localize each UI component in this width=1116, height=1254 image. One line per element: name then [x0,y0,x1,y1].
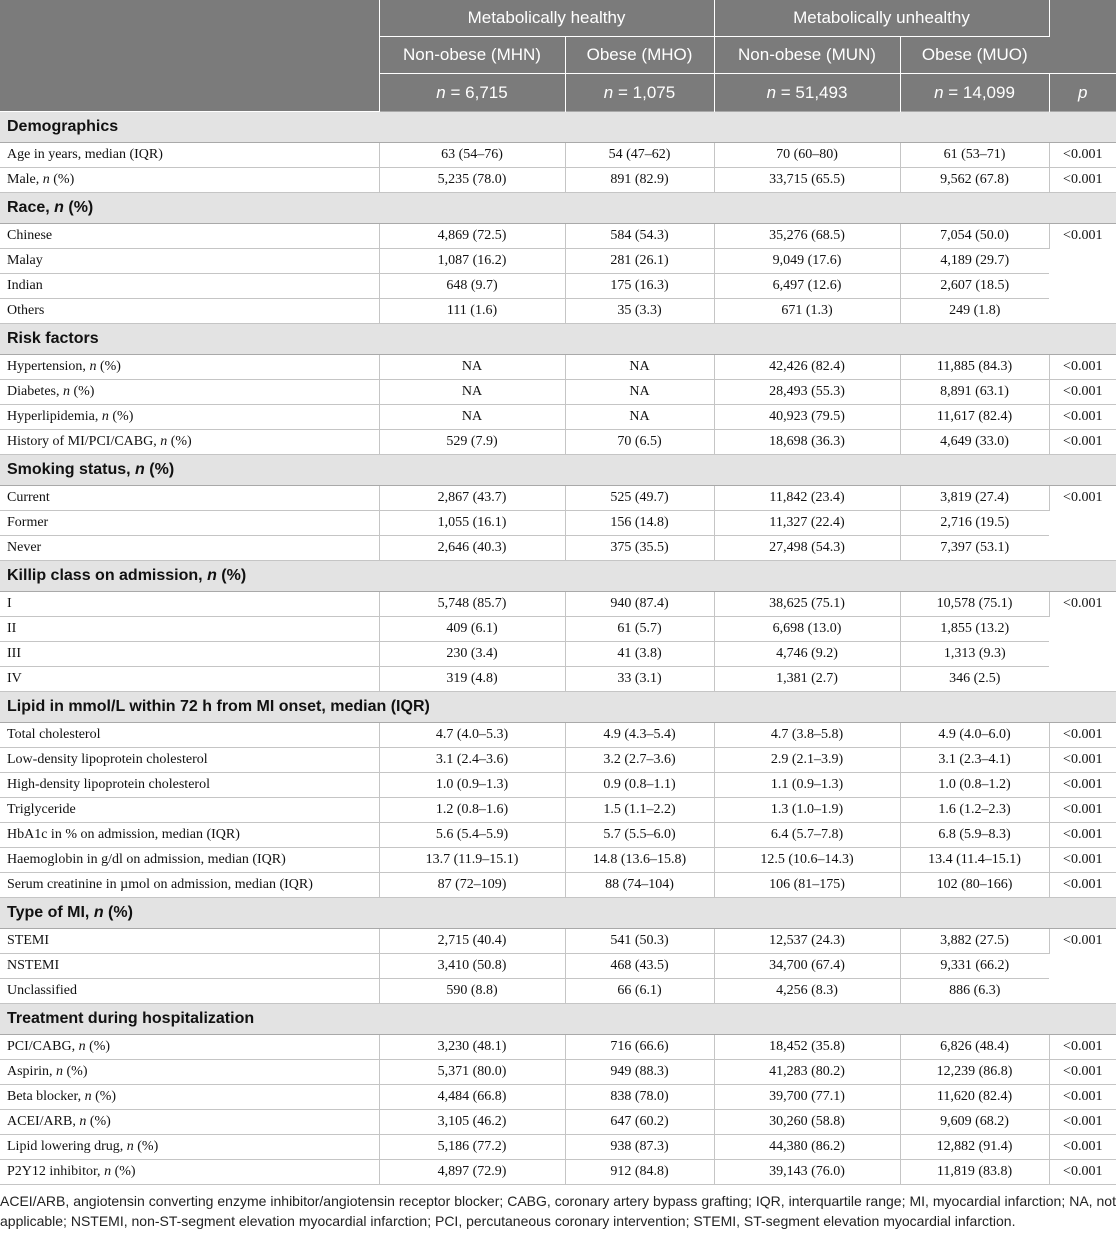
section-title: Treatment during hospitalization [0,1004,1116,1035]
cell-mun: 70 (60–80) [714,143,900,168]
n-symbol: n [603,82,614,102]
cell-mho: 54 (47–62) [565,143,714,168]
cell-muo: 4.9 (4.0–6.0) [900,723,1049,748]
row-label: Triglyceride [0,798,379,823]
cell-mho: 891 (82.9) [565,168,714,193]
row-label: High-density lipoprotein cholesterol [0,773,379,798]
table-row [0,642,1116,667]
table-row [0,748,1116,773]
section-header [0,324,1116,355]
section-title: Killip class on admission, n (%) [0,561,1116,592]
cell-mho: 468 (43.5) [565,954,714,979]
cell-mun: 2.9 (2.1–3.9) [714,748,900,773]
cell-muo: 9,331 (66.2) [900,954,1049,979]
row-label: Former [0,511,379,536]
row-label: I [0,592,379,617]
cell-mho: 156 (14.8) [565,511,714,536]
table-row [0,592,1116,617]
cell-mhn: 529 (7.9) [379,430,565,455]
cell-mun: 1.1 (0.9–1.3) [714,773,900,798]
cell-muo: 3,819 (27.4) [900,486,1049,511]
cell-mun: 39,700 (77.1) [714,1085,900,1110]
header-col-mun: Non-obese (MUN) [714,37,900,74]
section-header [0,1004,1116,1035]
table-row [0,249,1116,274]
header-n-muo [900,74,1049,112]
cell-muo: 2,607 (18.5) [900,274,1049,299]
cell-mho: 541 (50.3) [565,929,714,954]
row-label: Malay [0,249,379,274]
cell-mho: NA [565,380,714,405]
cell-mun: 35,276 (68.5) [714,224,900,249]
table-row [0,143,1116,168]
cell-mun: 6,698 (13.0) [714,617,900,642]
header-group-healthy: Metabolically healthy [379,0,714,37]
cell-mho: 0.9 (0.8–1.1) [565,773,714,798]
cell-muo: 3.1 (2.3–4.1) [900,748,1049,773]
cell-mhn: 4,869 (72.5) [379,224,565,249]
cell-mhn: 4,484 (66.8) [379,1085,565,1110]
row-label: NSTEMI [0,954,379,979]
table-row [0,773,1116,798]
cell-muo: 6,826 (48.4) [900,1035,1049,1060]
cell-muo: 1.6 (1.2–2.3) [900,798,1049,823]
n-symbol: n [766,82,777,102]
cell-muo: 6.8 (5.9–8.3) [900,823,1049,848]
row-label: Low-density lipoprotein cholesterol [0,748,379,773]
row-label: Beta blocker, n (%) [0,1085,379,1110]
cell-mhn: 3,410 (50.8) [379,954,565,979]
row-label: STEMI [0,929,379,954]
table-row [0,617,1116,642]
cell-mho: 175 (16.3) [565,274,714,299]
section-title: Lipid in mmol/L within 72 h from MI onset, median (IQR) [0,692,1116,723]
table-row [0,873,1116,898]
cell-muo: 8,891 (63.1) [900,380,1049,405]
table-row [0,511,1116,536]
row-label: Total cholesterol [0,723,379,748]
row-label: History of MI/PCI/CABG, n (%) [0,430,379,455]
table-row [0,355,1116,380]
table-footnote: ACEI/ARB, angiotensin converting enzyme inhibitor/angiotensin receptor blocker; CABG, coronary artery bypass grafting; IQR, interquartile range; MI, myocardial infarction; NA, not applicable; NSTEMI, non-ST-segment elevation myocardial infarction; PCI, percutaneous coronary intervention; STEMI, ST-segment elevation myocardial infarction. [0,1193,1116,1229]
cell-mhn: 1.0 (0.9–1.3) [379,773,565,798]
cell-muo: 1,313 (9.3) [900,642,1049,667]
cell-mun: 12,537 (24.3) [714,929,900,954]
row-label: Lipid lowering drug, n (%) [0,1135,379,1160]
cell-mho: 584 (54.3) [565,224,714,249]
row-label: Male, n (%) [0,168,379,193]
table-row [0,979,1116,1004]
section-header [0,193,1116,224]
table-row [0,667,1116,692]
cell-p-value: <0.001 [1049,430,1116,455]
cell-p-value: <0.001 [1049,1110,1116,1135]
table-row [0,536,1116,561]
cell-mho: 4.9 (4.3–5.4) [565,723,714,748]
row-label: Serum creatinine in µmol on admission, median (IQR) [0,873,379,898]
header-blank-cell [0,0,379,112]
cell-mhn: 5,748 (85.7) [379,592,565,617]
cell-mho: 3.2 (2.7–3.6) [565,748,714,773]
row-label: Aspirin, n (%) [0,1060,379,1085]
cell-p-value: <0.001 [1049,1160,1116,1185]
cell-mun: 11,327 (22.4) [714,511,900,536]
cell-mun: 4,746 (9.2) [714,642,900,667]
cell-mhn: 1,055 (16.1) [379,511,565,536]
cell-mho: 88 (74–104) [565,873,714,898]
table-row [0,430,1116,455]
cell-p-value: <0.001 [1049,723,1116,748]
cell-muo: 346 (2.5) [900,667,1049,692]
row-label: Chinese [0,224,379,249]
cell-mhn: 590 (8.8) [379,979,565,1004]
cell-mun: 44,380 (86.2) [714,1135,900,1160]
header-col-muo: Obese (MUO) [900,37,1049,74]
cell-mun: 106 (81–175) [714,873,900,898]
table-row [0,848,1116,873]
cell-muo: 11,885 (84.3) [900,355,1049,380]
n-symbol: n [436,82,446,102]
cell-mun: 671 (1.3) [714,299,900,324]
cell-mhn: 3.1 (2.4–3.6) [379,748,565,773]
cell-muo: 4,189 (29.7) [900,249,1049,274]
cell-mho: NA [565,355,714,380]
cell-p-value: <0.001 [1049,1085,1116,1110]
cell-mho: 70 (6.5) [565,430,714,455]
cell-muo: 11,819 (83.8) [900,1160,1049,1185]
cell-p-value: <0.001 [1049,873,1116,898]
table-row [0,954,1116,979]
cell-mho: 716 (66.6) [565,1035,714,1060]
table-row [0,299,1116,324]
n-value: = 51,493 [776,82,848,102]
n-value: = 14,099 [943,82,1015,102]
cell-mhn: NA [379,355,565,380]
cell-mho: 281 (26.1) [565,249,714,274]
cell-muo: 249 (1.8) [900,299,1049,324]
cell-mho: 525 (49.7) [565,486,714,511]
cell-mho: 61 (5.7) [565,617,714,642]
header-p [1049,74,1116,112]
cell-mhn: 319 (4.8) [379,667,565,692]
row-label: Never [0,536,379,561]
cell-p-value: <0.001 [1049,1060,1116,1085]
cell-mhn: 111 (1.6) [379,299,565,324]
cell-muo: 2,716 (19.5) [900,511,1049,536]
cell-mho: NA [565,405,714,430]
section-header [0,898,1116,929]
table-header [0,0,1116,112]
row-label: Diabetes, n (%) [0,380,379,405]
row-label: P2Y12 inhibitor, n (%) [0,1160,379,1185]
cell-mho: 912 (84.8) [565,1160,714,1185]
cell-mun: 18,452 (35.8) [714,1035,900,1060]
cell-mun: 11,842 (23.4) [714,486,900,511]
cell-mho: 14.8 (13.6–15.8) [565,848,714,873]
row-label: II [0,617,379,642]
cell-muo: 886 (6.3) [900,979,1049,1004]
cell-mho: 938 (87.3) [565,1135,714,1160]
row-label: Current [0,486,379,511]
cell-mun: 30,260 (58.8) [714,1110,900,1135]
row-label: IV [0,667,379,692]
cell-mun: 4,256 (8.3) [714,979,900,1004]
cell-mun: 38,625 (75.1) [714,592,900,617]
cell-mhn: 2,867 (43.7) [379,486,565,511]
header-n-mhn [379,74,565,112]
table-row [0,1085,1116,1110]
cell-mhn: 230 (3.4) [379,642,565,667]
cell-mhn: 1.2 (0.8–1.6) [379,798,565,823]
cell-mhn: NA [379,380,565,405]
cell-mho: 33 (3.1) [565,667,714,692]
cell-mhn: NA [379,405,565,430]
table-row [0,486,1116,511]
cell-mhn: 2,715 (40.4) [379,929,565,954]
table-row [0,1110,1116,1135]
cell-p-value: <0.001 [1049,380,1116,405]
row-label: Unclassified [0,979,379,1004]
row-label: ACEI/ARB, n (%) [0,1110,379,1135]
cell-mho: 940 (87.4) [565,592,714,617]
table-row [0,823,1116,848]
row-label: Haemoglobin in g/dl on admission, median (IQR) [0,848,379,873]
cell-muo: 10,578 (75.1) [900,592,1049,617]
cell-mhn: 4.7 (4.0–5.3) [379,723,565,748]
cell-mho: 647 (60.2) [565,1110,714,1135]
cell-muo: 13.4 (11.4–15.1) [900,848,1049,873]
cell-mhn: 87 (72–109) [379,873,565,898]
header-n-mho [565,74,714,112]
cell-p-value: <0.001 [1049,486,1116,561]
row-label: Others [0,299,379,324]
table-row [0,929,1116,954]
cell-mho: 66 (6.1) [565,979,714,1004]
cell-mho: 35 (3.3) [565,299,714,324]
cell-mhn: 3,230 (48.1) [379,1035,565,1060]
section-title: Type of MI, n (%) [0,898,1116,929]
cell-p-value: <0.001 [1049,748,1116,773]
cell-muo: 7,397 (53.1) [900,536,1049,561]
header-n-mun [714,74,900,112]
cell-p-value: <0.001 [1049,848,1116,873]
cell-p-value: <0.001 [1049,773,1116,798]
cell-mun: 27,498 (54.3) [714,536,900,561]
cell-mho: 838 (78.0) [565,1085,714,1110]
table-row [0,274,1116,299]
section-title: Smoking status, n (%) [0,455,1116,486]
cell-mhn: 5,235 (78.0) [379,168,565,193]
cell-p-value: <0.001 [1049,592,1116,692]
cell-mhn: 5,186 (77.2) [379,1135,565,1160]
row-label: Age in years, median (IQR) [0,143,379,168]
cell-mun: 12.5 (10.6–14.3) [714,848,900,873]
cell-p-value: <0.001 [1049,929,1116,1004]
cell-p-value: <0.001 [1049,1035,1116,1060]
table-row [0,224,1116,249]
cell-p-value: <0.001 [1049,798,1116,823]
n-value: = 6,715 [445,82,508,102]
n-symbol: n [934,82,944,102]
row-label: HbA1c in % on admission, median (IQR) [0,823,379,848]
row-label: Hypertension, n (%) [0,355,379,380]
cell-mhn: 13.7 (11.9–15.1) [379,848,565,873]
table-row [0,1135,1116,1160]
cell-muo: 7,054 (50.0) [900,224,1049,249]
row-label: III [0,642,379,667]
cell-mun: 1,381 (2.7) [714,667,900,692]
cell-muo: 12,239 (86.8) [900,1060,1049,1085]
cell-mhn: 3,105 (46.2) [379,1110,565,1135]
section-header [0,455,1116,486]
cell-mho: 375 (35.5) [565,536,714,561]
cell-mho: 1.5 (1.1–2.2) [565,798,714,823]
cell-mhn: 409 (6.1) [379,617,565,642]
cell-mun: 4.7 (3.8–5.8) [714,723,900,748]
cell-mun: 1.3 (1.0–1.9) [714,798,900,823]
table-row [0,380,1116,405]
section-title: Risk factors [0,324,1116,355]
cell-muo: 4,649 (33.0) [900,430,1049,455]
header-blank-p [1049,0,1116,74]
cell-mun: 42,426 (82.4) [714,355,900,380]
cell-muo: 12,882 (91.4) [900,1135,1049,1160]
cell-p-value: <0.001 [1049,168,1116,193]
table-row [0,1035,1116,1060]
table-row [0,1160,1116,1185]
cell-mhn: 1,087 (16.2) [379,249,565,274]
cell-mhn: 4,897 (72.9) [379,1160,565,1185]
cell-p-value: <0.001 [1049,355,1116,380]
table-row [0,723,1116,748]
cell-muo: 1,855 (13.2) [900,617,1049,642]
cell-mun: 18,698 (36.3) [714,430,900,455]
cell-muo: 11,617 (82.4) [900,405,1049,430]
cell-mun: 6,497 (12.6) [714,274,900,299]
cell-mun: 6.4 (5.7–7.8) [714,823,900,848]
cell-mho: 949 (88.3) [565,1060,714,1085]
row-label: PCI/CABG, n (%) [0,1035,379,1060]
cell-p-value: <0.001 [1049,823,1116,848]
cell-mun: 34,700 (67.4) [714,954,900,979]
cell-mun: 33,715 (65.5) [714,168,900,193]
cell-p-value: <0.001 [1049,224,1116,324]
cell-muo: 9,609 (68.2) [900,1110,1049,1135]
section-header [0,692,1116,723]
table-row [0,798,1116,823]
table-body [0,112,1116,1185]
header-col-mho: Obese (MHO) [565,37,714,74]
header-col-mhn: Non-obese (MHN) [379,37,565,74]
table-row [0,1060,1116,1085]
cell-mhn: 648 (9.7) [379,274,565,299]
cell-p-value: <0.001 [1049,143,1116,168]
section-title: Race, n (%) [0,193,1116,224]
cell-muo: 61 (53–71) [900,143,1049,168]
table-row [0,405,1116,430]
cell-muo: 9,562 (67.8) [900,168,1049,193]
cell-mun: 28,493 (55.3) [714,380,900,405]
cell-mho: 5.7 (5.5–6.0) [565,823,714,848]
row-label: Hyperlipidemia, n (%) [0,405,379,430]
cell-mhn: 5,371 (80.0) [379,1060,565,1085]
p-symbol: p [1078,82,1088,102]
cell-mhn: 5.6 (5.4–5.9) [379,823,565,848]
cell-mun: 41,283 (80.2) [714,1060,900,1085]
cell-mho: 41 (3.8) [565,642,714,667]
section-header [0,561,1116,592]
cell-p-value: <0.001 [1049,405,1116,430]
section-header [0,112,1116,143]
cell-mun: 9,049 (17.6) [714,249,900,274]
cell-mun: 40,923 (79.5) [714,405,900,430]
cell-muo: 102 (80–166) [900,873,1049,898]
table-row [0,168,1116,193]
cell-mun: 39,143 (76.0) [714,1160,900,1185]
row-label: Indian [0,274,379,299]
n-value: = 1,075 [613,82,676,102]
cell-muo: 11,620 (82.4) [900,1085,1049,1110]
cell-mhn: 2,646 (40.3) [379,536,565,561]
header-group-unhealthy: Metabolically unhealthy [714,0,1049,37]
cell-muo: 1.0 (0.8–1.2) [900,773,1049,798]
section-title: Demographics [0,112,1116,143]
cell-mhn: 63 (54–76) [379,143,565,168]
cell-muo: 3,882 (27.5) [900,929,1049,954]
cell-p-value: <0.001 [1049,1135,1116,1160]
